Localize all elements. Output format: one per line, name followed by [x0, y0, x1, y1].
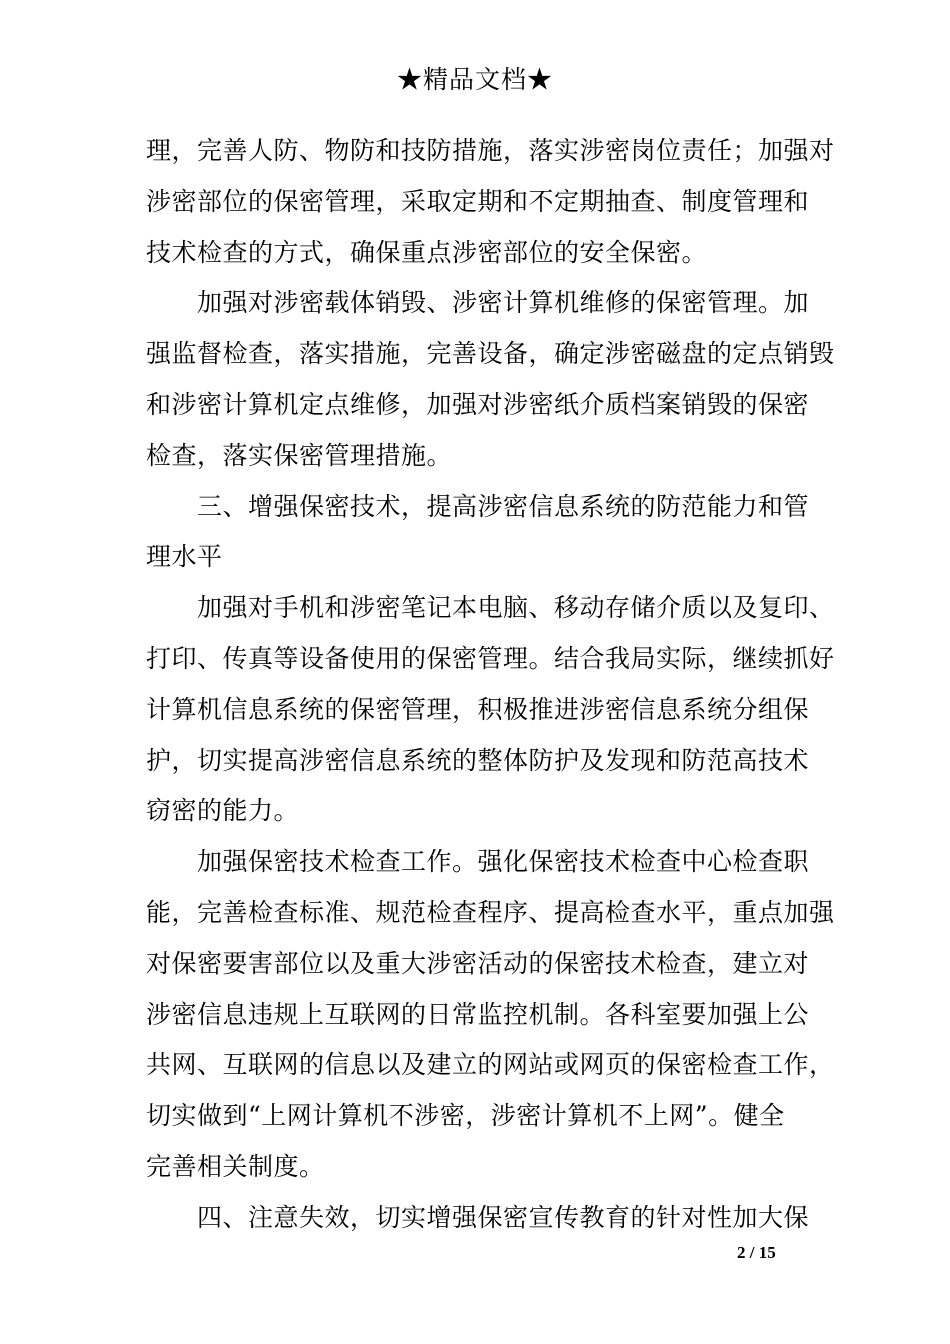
document-body — [146, 126, 835, 1244]
paragraph — [146, 278, 835, 481]
paragraph — [146, 837, 835, 1193]
text-line: 计算机信息系统的保密管理，积极推进涉密信息系统分组保 — [146, 694, 810, 724]
text-line: 共网、互联网的信息以及建立的网站或网页的保密检查工作， — [146, 1050, 835, 1080]
page-number: 2 / 15 — [737, 1243, 776, 1262]
section-heading — [146, 482, 812, 584]
text-line: 完善相关制度。 — [146, 1151, 325, 1181]
text-line: 四、注意失效，切实增强保密宣传教育的针对性加大保 — [146, 1202, 810, 1232]
text-line: 和涉密计算机定点维修，加强对涉密纸介质档案销毁的保密 — [146, 389, 810, 419]
text-line: 涉密信息违规上互联网的日常监控机制。各科室要加强上公 — [146, 999, 810, 1029]
text-line: 强监督检查，落实措施，完善设备，确定涉密磁盘的定点销毁 — [146, 339, 835, 369]
text-line: 能，完善检查标准、规范检查程序、提高检查水平，重点加强 — [146, 897, 835, 927]
page-header-title: ★精品文档★ — [396, 65, 553, 94]
text-line: 加强对涉密载体销毁、涉密计算机维修的保密管理。加 — [146, 288, 810, 318]
text-line: 打印、传真等设备使用的保密管理。结合我局实际，继续抓好 — [146, 643, 835, 673]
text-line: 三、增强保密技术，提高涉密信息系统的防范能力和管 — [146, 491, 810, 521]
text-line: 检查，落实保密管理措施。 — [146, 440, 453, 470]
text-line: 技术检查的方式，确保重点涉密部位的安全保密。 — [146, 237, 708, 267]
text-line: 理水平 — [146, 542, 223, 572]
text-line: 涉密部位的保密管理，采取定期和不定期抽查、制度管理和 — [146, 186, 810, 216]
text-line: 理，完善人防、物防和技防措施，落实涉密岗位责任；加强对 — [146, 136, 835, 165]
text-line: 加强对手机和涉密笔记本电脑、移动存储介质以及复印、 — [146, 593, 835, 623]
text-line: 对保密要害部位以及重大涉密活动的保密技术检查，建立对 — [146, 948, 810, 978]
paragraph — [146, 583, 835, 837]
text-line: 护，切实提高涉密信息系统的整体防护及发现和防范高技术 — [146, 745, 810, 775]
text-line: 切实做到“上网计算机不涉密，涉密计算机不上网”。健全 — [146, 1101, 785, 1131]
text-line: 加强保密技术检查工作。强化保密技术检查中心检查职 — [146, 847, 810, 877]
section-heading — [146, 1193, 812, 1244]
text-line: 窃密的能力。 — [146, 796, 300, 826]
paragraph — [146, 126, 835, 278]
